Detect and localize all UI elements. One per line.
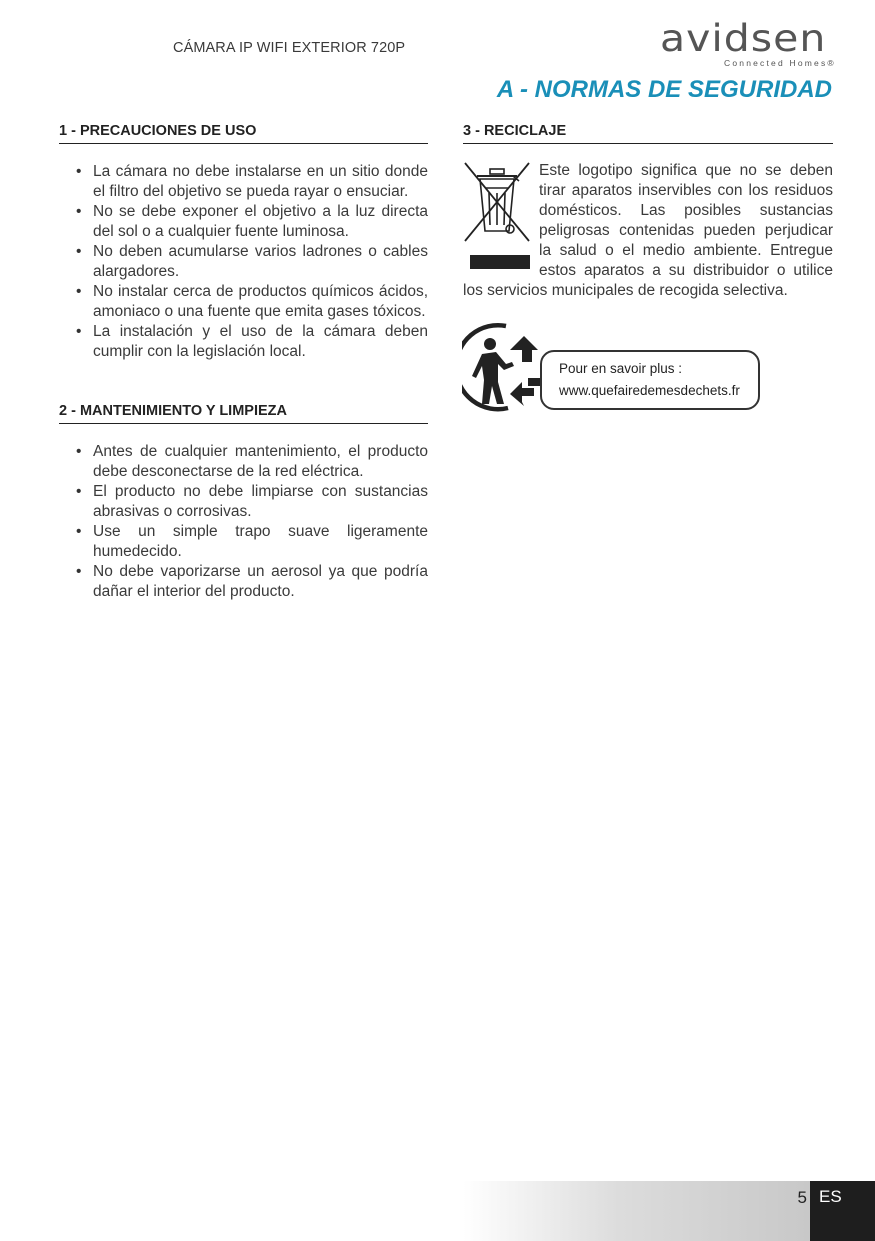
list-item: • La instalación y el uso de la cámara deben cumplir con la legislación local. [60,322,428,362]
list-item: • No deben acumularse varios ladrones o cables alargadores. [60,242,428,282]
page-title: A - NORMAS DE SEGURIDAD [496,76,832,103]
weee-crossed-bin-icon [463,161,533,271]
info-url: www.quefairedemesdechets.fr [559,383,740,398]
list-item: • Use un simple trapo suave ligeramente humedecido. [60,522,428,562]
info-heading: Pour en savoir plus : [559,361,683,376]
recycling-heading: 3 - RECICLAJE [463,123,833,144]
maintenance-heading: 2 - MANTENIMIENTO Y LIMPIEZA [59,403,428,424]
precautions-list [60,162,428,362]
precautions-heading: 1 - PRECAUCIONES DE USO [59,123,428,144]
document-product-title: CÁMARA IP WIFI EXTERIOR 720P [173,40,406,56]
maintenance-list [60,442,428,602]
language-label: ES [819,1187,842,1206]
list-item: • No debe vaporizarse un aerosol ya que podría dañar el interior del producto. [60,562,428,602]
language-tab [810,1181,875,1241]
brand-name: avidsen [660,16,827,61]
footer-gradient-bar [463,1181,810,1241]
brand-tagline: Connected Homes® [724,58,836,68]
brand-logo [660,16,836,70]
list-item: • No instalar cerca de productos químicos ácidos, amoniaco o una fuente que emita gases tóxicos. [60,282,428,322]
recycling-paragraph: Este logotipo significa que no se deben tirar aparatos inservibles con los residuos domésticos. Las posibles sustancias peligrosas contenidas pueden perjudicar la salud o el medio ambiente. Entregue estos aparatos a su distribuidor o utilice los servicios municipales de recogida selectiva. [463,162,833,299]
list-item: • No se debe exponer el objetivo a la luz directa del sol o a cualquier fuente luminosa. [60,202,428,242]
list-item: • El producto no debe limpiarse con sustancias abrasivas o corrosivas. [60,482,428,522]
list-item: • Antes de cualquier mantenimiento, el producto debe desconectarse de la red eléctrica. [60,442,428,482]
list-item: • La cámara no debe instalarse en un sitio donde el filtro del objetivo se pueda rayar o ensuciar. [60,162,428,202]
page-number: 5 [797,1188,807,1207]
info-callout [540,350,760,410]
